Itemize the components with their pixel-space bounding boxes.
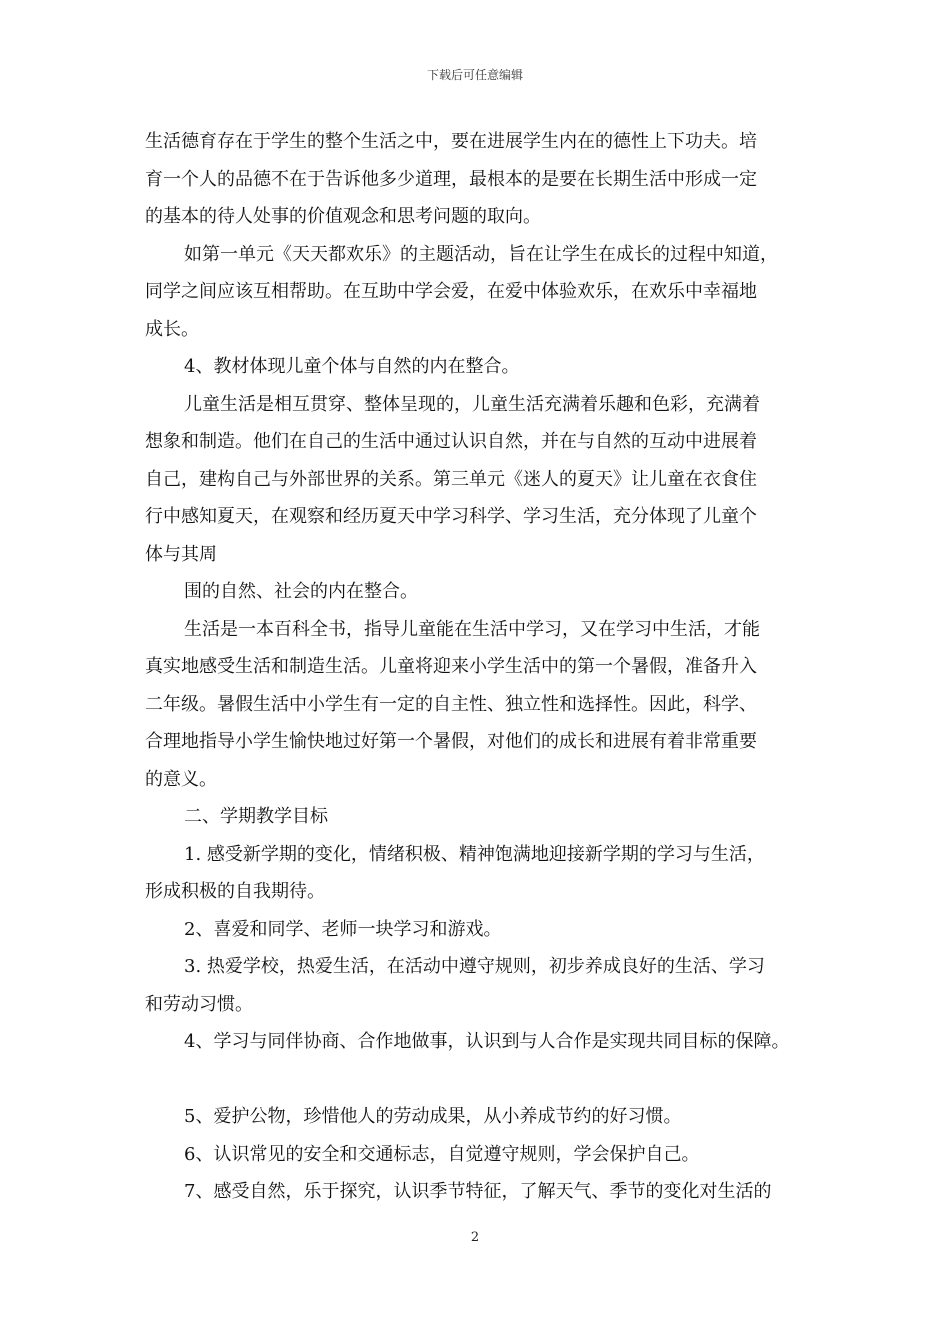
text-line: 的基本的待人处事的价值观念和思考问题的取向。 xyxy=(145,206,541,227)
text-line: 体与其周 xyxy=(145,543,217,565)
text-line: 儿童生活是相互贯穿、整体呈现的，儿童生活充满着乐趣和色彩，充满着 xyxy=(184,393,760,415)
text-line: 和劳动习惯。 xyxy=(145,993,253,1015)
text-line: 生活是一本百科全书，指导儿童能在生活中学习，又在学习中生活，才能 xyxy=(184,618,760,640)
text-line: 6、认识常见的安全和交通标志，自觉遵守规则，学会保护自己。 xyxy=(184,1143,700,1165)
text-line: 真实地感受生活和制造生活。儿童将迎来小学生活中的第一个暑假，准备升入 xyxy=(145,656,757,677)
text-line: 想象和制造。他们在自己的生活中通过认识自然，并在与自然的互动中进展着 xyxy=(145,431,757,452)
text-line: 2、喜爱和同学、老师一块学习和游戏。 xyxy=(184,918,502,940)
text-line: 4、学习与同伴协商、合作地做事，认识到与人合作是实现共同目标的保障。 xyxy=(184,1031,790,1052)
text-line: 7、感受自然，乐于探究，认识季节特征，了解天气、季节的变化对生活的 xyxy=(184,1181,772,1202)
text-line: 二年级。暑假生活中小学生有一定的自主性、独立性和选择性。因此，科学、 xyxy=(145,693,757,715)
text-line: 同学之间应该互相帮助。在互助中学会爱，在爱中体验欢乐，在欢乐中幸福地 xyxy=(145,281,757,302)
page-number: 2 xyxy=(470,1230,480,1245)
text-line: 生活德育存在于学生的整个生活之中，要在进展学生内在的德性上下功夫。培 xyxy=(145,131,757,152)
blank-line xyxy=(145,1061,825,1099)
page-header: 下载后可任意编辑 xyxy=(426,68,523,82)
document-body xyxy=(145,123,825,1211)
section-heading: 二、学期教学目标 xyxy=(184,806,328,827)
text-line: 围的自然、社会的内在整合。 xyxy=(184,581,418,602)
text-line: 育一个人的品德不在于告诉他多少道理，最根本的是要在长期生活中形成一定 xyxy=(145,168,757,190)
text-line: 形成积极的自我期待。 xyxy=(145,881,325,902)
text-line: 3. 热爱学校，热爱生活，在活动中遵守规则，初步养成良好的生活、学习 xyxy=(184,956,765,977)
text-line: 合理地指导小学生愉快地过好第一个暑假，对他们的成长和进展有着非常重要 xyxy=(145,731,757,752)
text-line: 行中感知夏天，在观察和经历夏天中学习科学、学习生活，充分体现了儿童个 xyxy=(145,506,757,527)
text-line: 如第一单元《天天都欢乐》的主题活动，旨在让学生在成长的过程中知道， xyxy=(184,243,778,265)
text-line: 自己，建构自己与外部世界的关系。第三单元《迷人的夏天》让儿童在衣食住 xyxy=(145,468,757,490)
text-line: 成长。 xyxy=(145,318,199,340)
text-line: 1. 感受新学期的变化，情绪积极、精神饱满地迎接新学期的学习与生活， xyxy=(184,843,765,865)
text-line: 的意义。 xyxy=(145,768,217,790)
text-line: 5、爱护公物，珍惜他人的劳动成果，从小养成节约的好习惯。 xyxy=(184,1106,682,1127)
text-line: 4、教材体现儿童个体与自然的内在整合。 xyxy=(184,356,520,377)
